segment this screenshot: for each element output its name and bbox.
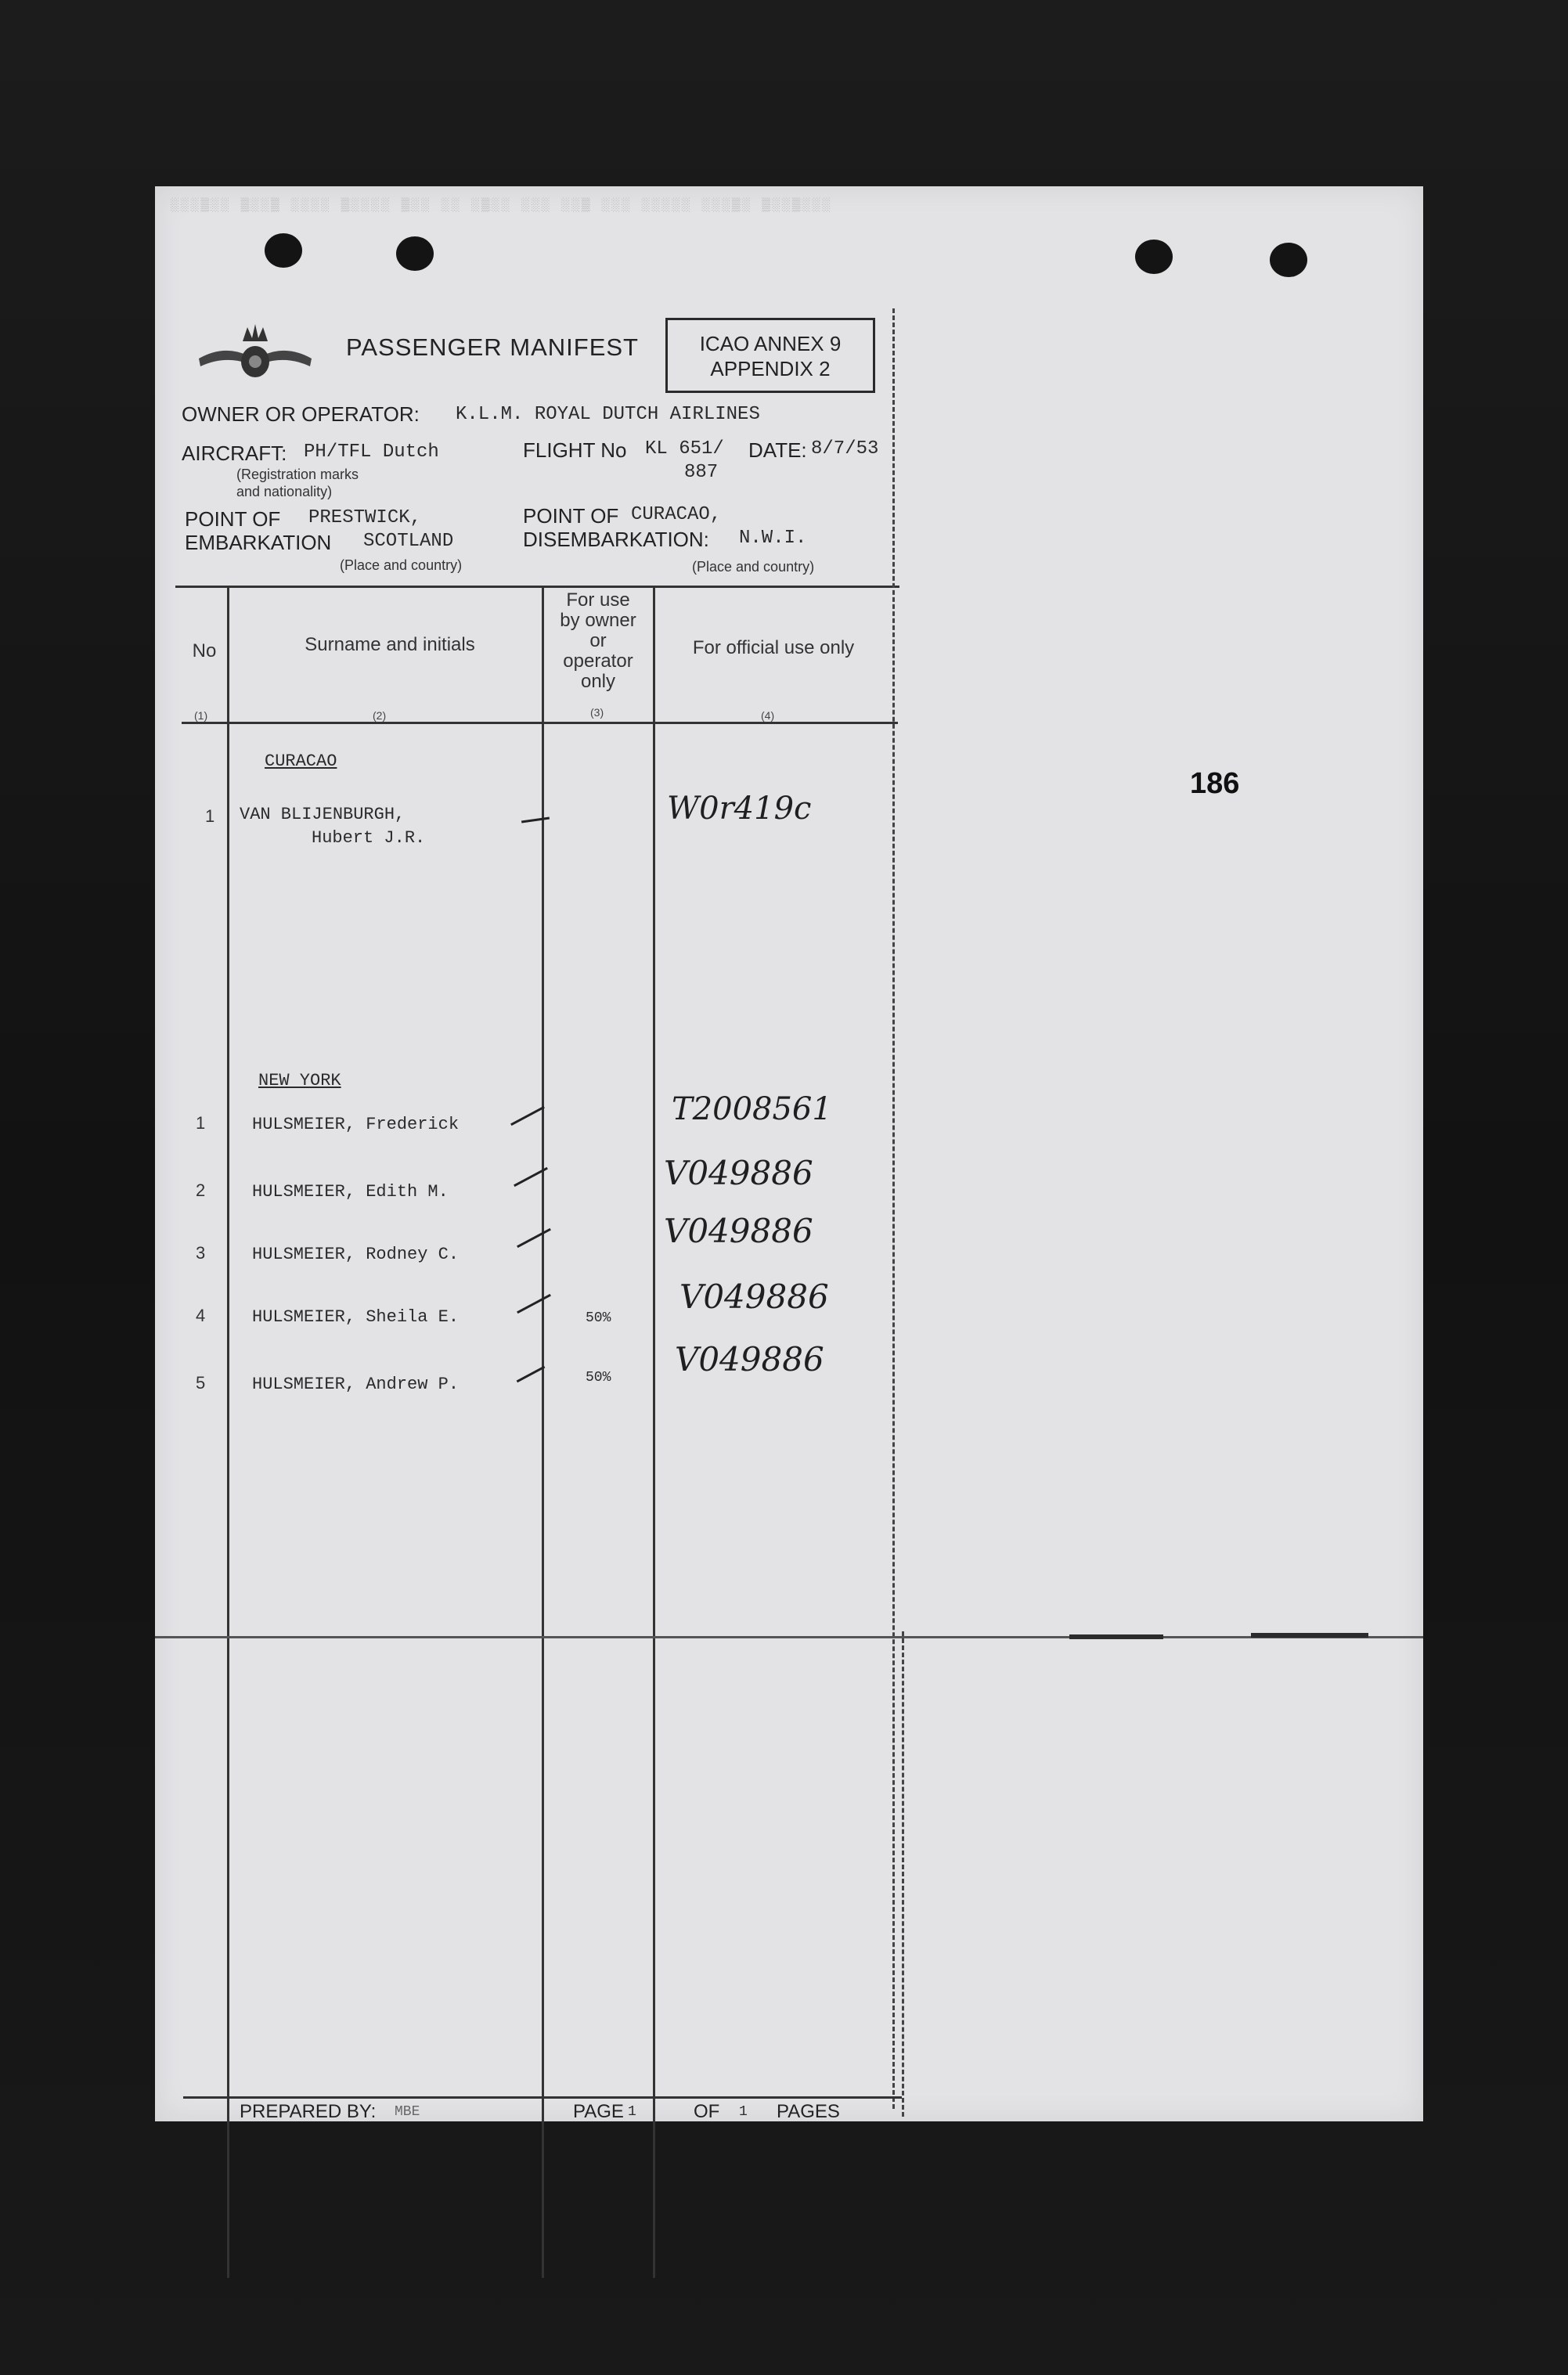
flight-number-alt: 887 <box>684 462 719 483</box>
fold-line <box>1251 1633 1368 1638</box>
passport-number: V049886 <box>664 1212 813 1250</box>
column-header-name: Surname and initials <box>305 634 475 655</box>
official-stamp-code: W0r419c <box>667 791 812 827</box>
punch-hole <box>396 236 434 271</box>
date-label: DATE: <box>748 438 807 462</box>
owner-label: OWNER OR OPERATOR: <box>182 402 420 426</box>
flight-number: KL 651/ <box>645 438 724 460</box>
passenger-name: HULSMEIER, Rodney C. <box>252 1245 460 1264</box>
prepared-by-label: PREPARED BY: <box>240 2101 377 2122</box>
passenger-number: 5 <box>196 1373 206 1393</box>
section-destination: NEW YORK <box>258 1071 341 1090</box>
column-header-owner-use <box>545 590 651 692</box>
pages-label: PAGES <box>777 2101 840 2122</box>
passenger-number: 1 <box>196 1113 206 1133</box>
icao-annex-line: ICAO ANNEX 9 <box>699 332 842 355</box>
column-divider <box>653 587 655 2278</box>
page-title: PASSENGER MANIFEST <box>346 333 639 361</box>
owner-use-line: or <box>589 630 607 651</box>
column-number: (4) <box>761 709 775 722</box>
flight-label: FLIGHT No <box>523 438 627 462</box>
check-mark <box>517 1294 551 1314</box>
owner-use-line: by owner <box>560 610 636 631</box>
disembarkation-label: DISEMBARKATION: <box>523 528 709 551</box>
manifest-sheet <box>155 186 1423 2121</box>
flight-date: 8/7/53 <box>811 438 879 460</box>
punch-hole <box>265 233 302 268</box>
embarkation-place: PRESTWICK, <box>308 507 422 528</box>
owner-use-value: 50% <box>586 1310 611 1326</box>
passenger-number: 2 <box>196 1180 206 1200</box>
fold-line <box>1069 1634 1163 1639</box>
footer-rule <box>183 2096 902 2099</box>
passenger-number: 1 <box>205 806 215 826</box>
passenger-number: 3 <box>196 1243 206 1263</box>
passenger-name: HULSMEIER, Frederick <box>252 1115 460 1134</box>
embarkation-country: SCOTLAND <box>363 531 454 552</box>
page-value: 1 <box>628 2104 636 2120</box>
passport-number: V049886 <box>679 1278 829 1316</box>
column-number: (3) <box>590 706 604 719</box>
column-divider <box>542 587 544 2278</box>
punch-hole <box>1135 240 1173 274</box>
passenger-name: HULSMEIER, Andrew P. <box>252 1375 460 1394</box>
of-label: OF <box>694 2101 720 2122</box>
form-edge-rule <box>892 308 895 2109</box>
prepared-by-value: MBE <box>395 2104 420 2120</box>
aircraft-note: and nationality) <box>236 484 333 499</box>
owner-use-line: operator <box>563 651 633 672</box>
passport-number: V049886 <box>664 1154 813 1192</box>
fold-line <box>155 1636 1423 1638</box>
page-label: PAGE <box>573 2101 624 2122</box>
column-number: (1) <box>194 709 208 722</box>
aircraft-label: AIRCRAFT: <box>182 441 287 465</box>
column-header-rule <box>182 722 898 724</box>
disembarkation-country: N.W.I. <box>739 528 807 549</box>
header-rule <box>175 586 899 588</box>
owner-use-line: For use <box>566 589 630 611</box>
icao-annex-box <box>665 318 875 393</box>
embarkation-label: EMBARKATION <box>185 531 332 554</box>
check-mark <box>517 1366 546 1382</box>
section-destination: CURACAO <box>265 751 337 771</box>
page-stamp-number: 186 <box>1190 767 1240 800</box>
klm-crown-logo-icon <box>193 318 318 388</box>
passport-number: V049886 <box>675 1340 824 1379</box>
column-header-no: No <box>192 640 217 661</box>
owner-use-value: 50% <box>586 1370 611 1386</box>
passenger-name: HULSMEIER, Edith M. <box>252 1182 449 1202</box>
embarkation-label: POINT OF <box>185 507 281 531</box>
disembarkation-label: POINT OF <box>523 504 619 528</box>
column-divider <box>227 587 229 2278</box>
icao-appendix-line: APPENDIX 2 <box>710 357 831 380</box>
column-header-official: For official use only <box>692 637 855 658</box>
passenger-name: HULSMEIER, Sheila E. <box>252 1307 460 1327</box>
check-mark <box>517 1228 551 1248</box>
form-edge-rule <box>902 1631 904 2117</box>
aircraft-value: PH/TFL Dutch <box>304 441 439 463</box>
faded-header-text: ░░░▒░░ ▒░░▒ ░░░░ ▒░░░░ ▒░░ ░░ ░▒░░ ░░░ ░░▒ ░░░ ░░░░░ ░░░▒░ ▒░░▒░░░ <box>171 197 832 213</box>
passenger-name: VAN BLIJENBURGH, <box>240 805 406 824</box>
column-number: (2) <box>373 709 387 722</box>
owner-value: K.L.M. ROYAL DUTCH AIRLINES <box>456 404 760 425</box>
passport-number: T2008561 <box>672 1091 832 1127</box>
check-mark <box>510 1106 545 1126</box>
passenger-number: 4 <box>196 1306 206 1325</box>
embarkation-note: (Place and country) <box>340 557 463 573</box>
passenger-name-cont: Hubert J.R. <box>312 828 426 848</box>
owner-use-line: only <box>580 671 616 692</box>
disembarkation-place: CURACAO, <box>631 504 722 525</box>
disembarkation-note: (Place and country) <box>692 559 815 575</box>
check-mark <box>521 817 550 824</box>
punch-hole <box>1270 243 1307 277</box>
of-value: 1 <box>739 2104 748 2120</box>
aircraft-note: (Registration marks <box>236 467 359 482</box>
